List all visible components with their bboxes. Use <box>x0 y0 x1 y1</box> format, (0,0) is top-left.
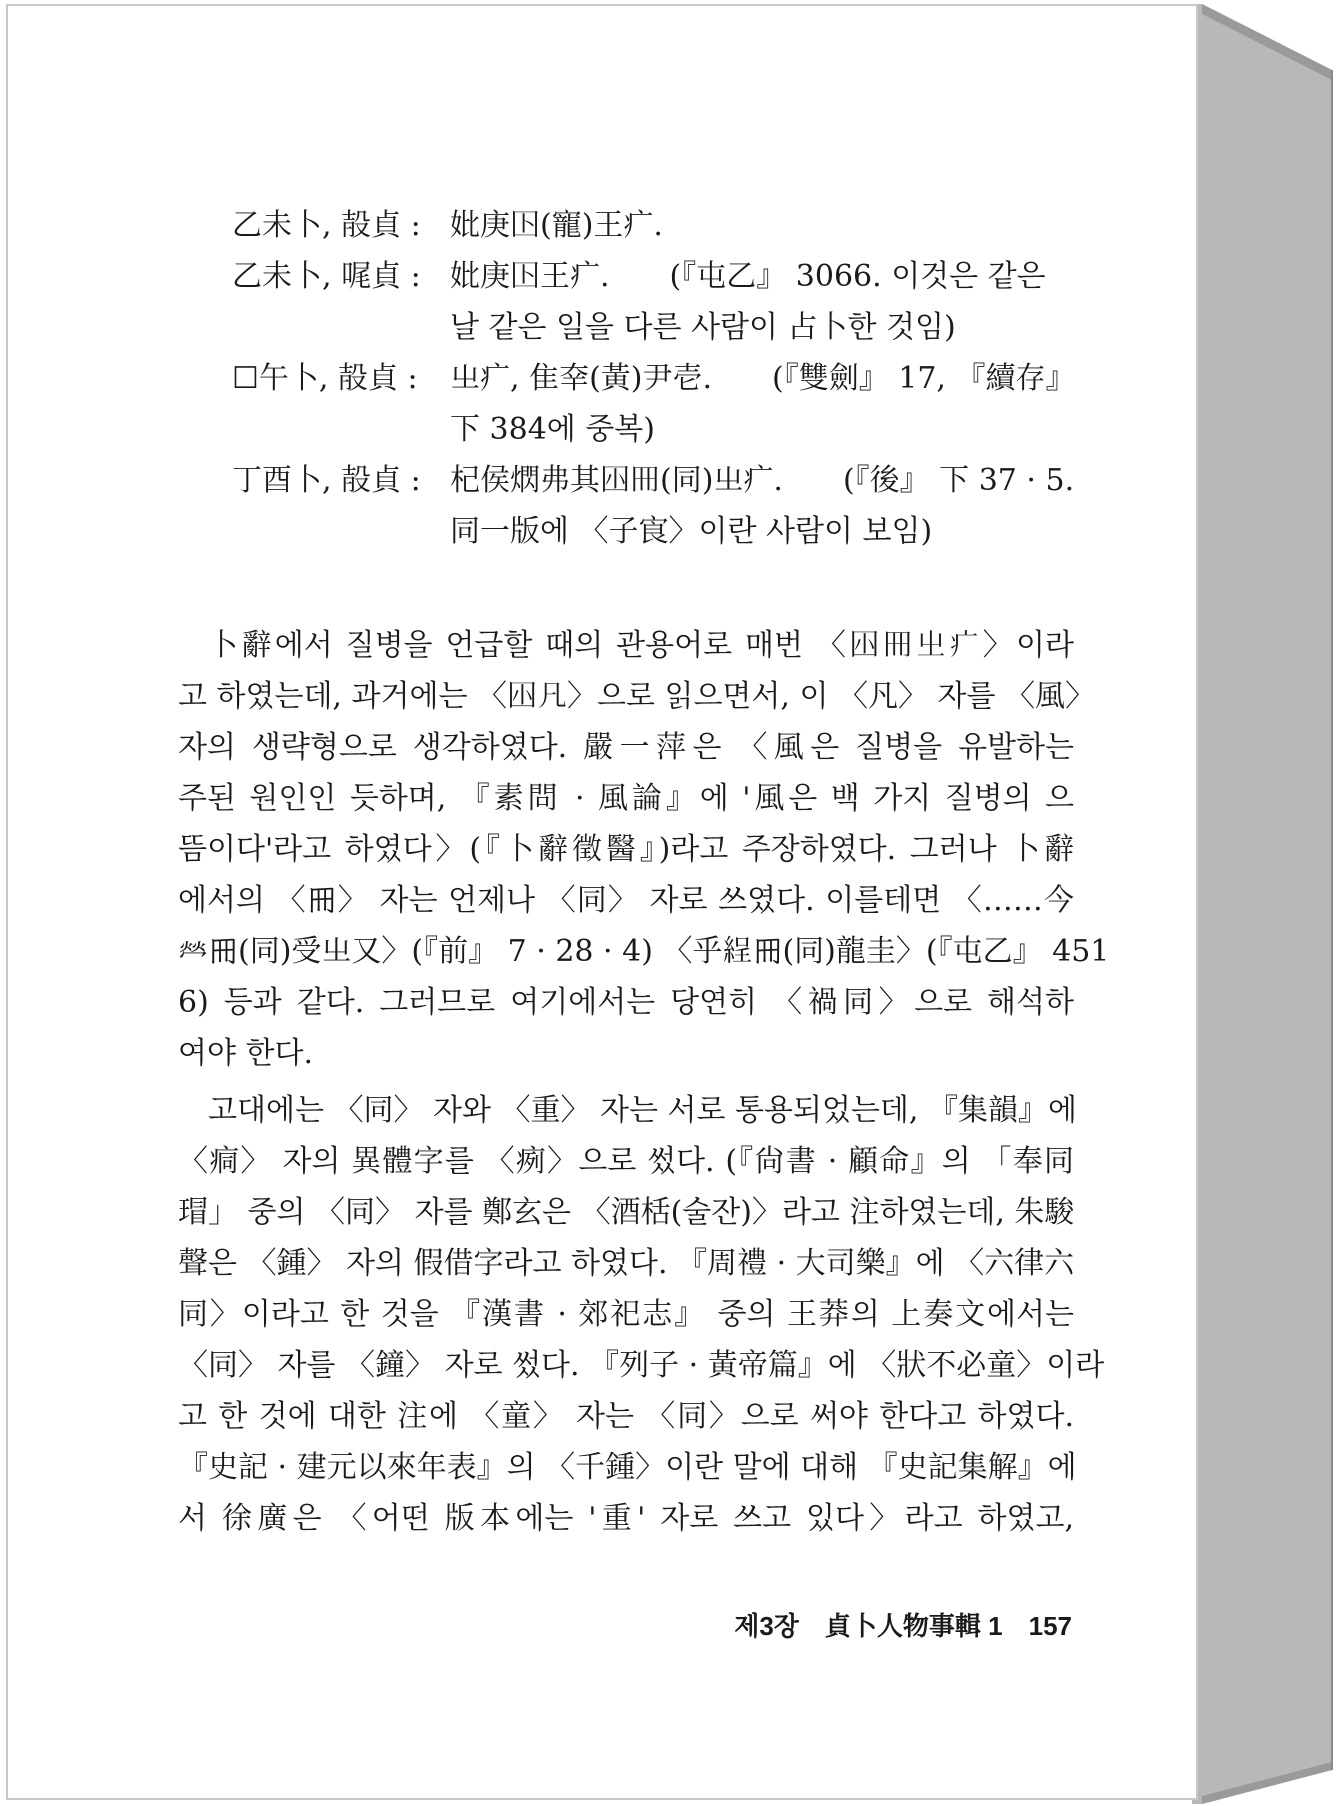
text-line: 고 하였는데, 과거에는 〈𡆧凡〉으로 읽으면서, 이 〈凡〉 자를 〈風〉 <box>178 679 1096 714</box>
paragraph-1 <box>178 620 1110 1079</box>
entry-row <box>232 455 1092 557</box>
entry-text: 妣庚𡆥王疒. (『屯乙』 3066. 이것은 같은 <box>450 259 1046 294</box>
entry-label: 乙未卜, 𠳿貞 : <box>232 259 421 294</box>
text-line: 同〉이라고 한 것을 『漢書 · 郊祀志』 중의 王莽의 上奏文에서는 <box>178 1297 1074 1332</box>
book-edge <box>1192 0 1342 1806</box>
text-line: 6) 등과 같다. 그러므로 여기에서는 당연히 〈禍同〉으로 해석하 <box>178 985 1074 1020</box>
text-line: 〈痌〉 자의 異體字를 〈㾐〉으로 썼다. (『尙書 · 顧命』의 「奉同 <box>178 1144 1074 1179</box>
text-line: 주된 원인인 듯하며, 『素問 · 風論』에 '風은 백 가지 질병의 으 <box>178 781 1074 816</box>
entry-text: 杞侯熌弗其𡆧𠕁(同)㞢疒. (『後』 下 37 · 5. <box>450 463 1075 498</box>
entry-text: 同一版에 〈子㝗〉이란 사람이 보임) <box>450 514 933 549</box>
page-footer: 제3장 貞卜人物事輯 1 157 <box>734 1611 1072 1641</box>
entry-label: ☐午卜, 㱿貞 : <box>232 361 418 396</box>
text-line: 瑁」 중의 〈同〉 자를 鄭玄은 〈酒栝(술잔)〉라고 注하였는데, 朱駿 <box>178 1195 1075 1230</box>
entry-text: 下 384에 중복) <box>450 412 655 447</box>
text-line: 𤇾𠕁(同)受㞢又〉(『前』 7 · 28 · 4) 〈乎𦀚𠕁(同)龍圭〉(『屯乙』 451 <box>178 934 1110 969</box>
text-line: 〈同〉 자를 〈鐘〉 자로 썼다. 『列子 · 黃帝篇』에 〈狀不必童〉이라 <box>178 1348 1105 1383</box>
entry-label: 乙未卜, 㱿貞 : <box>232 208 421 243</box>
text-line: 여야 한다. <box>178 1036 313 1071</box>
text-line: 뜸이다'라고 하였다〉(『卜辭徵醫』)라고 주장하였다. 그러나 卜辭 <box>178 832 1074 867</box>
divination-entries <box>232 200 1092 557</box>
entry-text: 㞢疒, 隹㚔(黃)尹壱. (『雙劍』 17, 『續存』 <box>450 361 1076 396</box>
entry-text: 妣庚𡆥(寵)王疒. <box>450 208 663 243</box>
text-line: 卜辭에서 질병을 언급할 때의 관용어로 매번 〈𡆧𠕁㞢疒〉이라 <box>208 628 1074 663</box>
text-line: 聲은 〈鍾〉 자의 假借字라고 하였다. 『周禮 · 大司樂』에 〈六律六 <box>178 1246 1075 1281</box>
text-line: 자의 생략형으로 생각하였다. 嚴一萍은 〈風은 질병을 유발하는 <box>178 730 1074 765</box>
text-line: 고 한 것에 대한 注에 〈童〉 자는 〈同〉으로 써야 한다고 하였다. <box>178 1399 1074 1434</box>
entry-row <box>232 353 1092 455</box>
text-line: 고대에는 〈同〉 자와 〈重〉 자는 서로 통용되었는데, 『集韻』에 <box>208 1093 1077 1128</box>
entry-row <box>232 251 1092 353</box>
entry-label: 丁酉卜, 㱿貞 : <box>232 463 421 498</box>
text-line: 서 徐廣은 〈어떤 版本에는 '重' 자로 쓰고 있다〉라고 하였고, <box>178 1501 1074 1536</box>
entry-row <box>232 200 1092 251</box>
text-line: 『史記 · 建元以來年表』의 〈千鍾〉이란 말에 대해 『史記集解』에 <box>178 1450 1077 1485</box>
paragraph-2 <box>178 1085 1105 1544</box>
text-line: 에서의 〈𠕁〉 자는 언제나 〈同〉 자로 쓰였다. 이를테면 〈……今 <box>178 883 1074 918</box>
entry-text: 날 같은 일을 다른 사람이 占卜한 것임) <box>450 310 956 345</box>
